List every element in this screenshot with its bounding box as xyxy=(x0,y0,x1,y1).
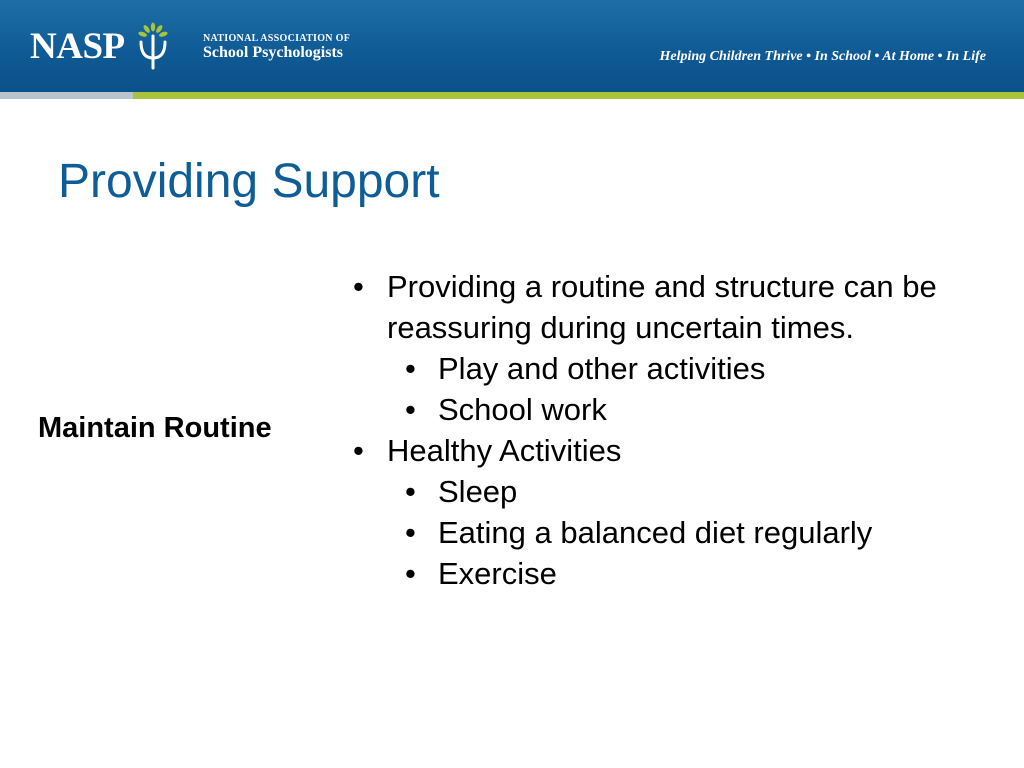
bullet-item: • Healthy Activities xyxy=(350,430,990,471)
psi-leaf-icon xyxy=(128,22,178,70)
bullet-list xyxy=(350,266,990,594)
org-name-line1: NATIONAL ASSOCIATION OF xyxy=(203,33,351,44)
sub-bullet-item: • Sleep xyxy=(350,471,990,512)
slide-title: Providing Support xyxy=(58,155,440,208)
sub-bullet-item: • Exercise xyxy=(350,553,990,594)
tagline: Helping Children Thrive • In School • At Home • In Life xyxy=(659,49,986,64)
bullet-content xyxy=(350,266,990,594)
org-name-line2: School Psychologists xyxy=(203,44,344,61)
sub-bullet-item: • Play and other activities xyxy=(350,348,990,389)
header-accent-stripe xyxy=(0,92,1024,99)
header-banner xyxy=(0,0,1024,92)
sub-bullet-item: • School work xyxy=(350,389,990,430)
sub-bullet-item: • Eating a balanced diet regularly xyxy=(350,512,990,553)
side-label: Maintain Routine xyxy=(38,412,272,444)
logo-wordmark: NASP xyxy=(30,25,125,67)
nasp-logo xyxy=(30,22,178,70)
organization-name xyxy=(203,33,350,62)
bullet-item: • Providing a routine and structure can be reassuring during uncertain times. xyxy=(350,266,990,348)
